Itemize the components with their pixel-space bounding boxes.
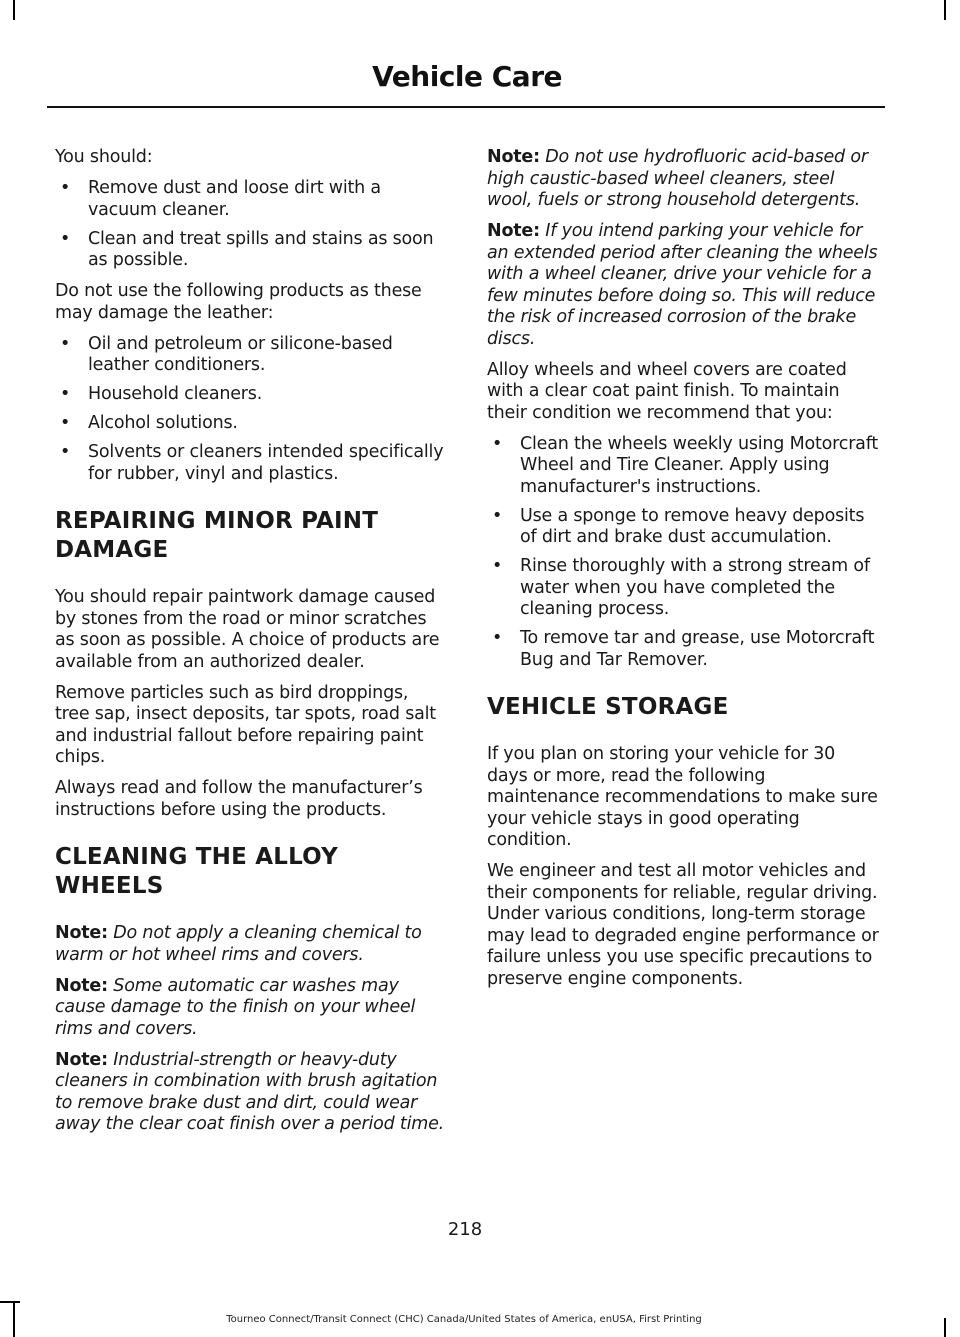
alloy-intro: Alloy wheels and wheel covers are coated with a clear coat paint finish. To maintain their condition we recommend that you: [487,359,847,423]
right-column [487,147,879,1000]
note-paragraph [55,1050,447,1136]
paint-paragraph: Remove particles such as bird droppings, tree sap, insect deposits, tar spots, road salt and industrial fallout before repairing paint chips. [55,682,436,767]
note-label: Note: [55,1049,108,1070]
crop-mark-top-left-v [13,0,15,20]
list-item: • Oil and petroleum or silicone-based leather conditioners. [55,334,447,377]
note-label: Note: [487,221,540,241]
avoid-list [55,334,447,486]
alloy-care-list [487,434,879,672]
note-text: Do not apply a cleaning chemical to warm or hot wheel rims and covers. [55,923,422,965]
note-label: Note: [487,147,540,167]
list-item: • Clean and treat spills and stains as soon as possible. [55,229,447,272]
storage-paragraph: If you plan on storing your vehicle for 30 days or more, read the following maintenance recommendations to make sure your vehicle stays in good operating condition. [487,744,878,850]
paint-paragraph: Always read and follow the manufacturer’s instructions before using the products. [55,778,423,820]
footer-edition-info: Tourneo Connect/Transit Connect (CHC) Canada/United States of America, enUSA, First Printing [226,1314,702,1325]
list-item: • Alcohol solutions. [55,413,447,435]
note-label: Note: [55,923,108,943]
list-item: • Household cleaners. [55,384,447,406]
storage-paragraph: We engineer and test all motor vehicles and their components for reliable, regular driving. Under various conditions, long-term storage may lead to degraded engine performance or failure unless you use specific precautions to preserve engine components. [487,861,879,989]
list-item: • To remove tar and grease, use Motorcraft Bug and Tar Remover. [487,628,879,671]
paint-paragraph: You should repair paintwork damage caused by stones from the road or minor scratches as soon as possible. A choice of products are available from an authorized dealer. [55,587,440,672]
note-paragraph [55,976,447,1041]
should-intro: You should: [55,147,153,167]
avoid-intro: Do not use the following products as these may damage the leather: [55,281,422,323]
crop-mark-bottom-right-v [944,1318,946,1337]
note-paragraph [487,147,879,212]
list-item: • Solvents or cleaners intended specifically for rubber, vinyl and plastics. [55,442,447,485]
list-item: • Rinse thoroughly with a strong stream of water when you have completed the cleaning process. [487,556,879,621]
list-item: • Use a sponge to remove heavy deposits of dirt and brake dust accumulation. [487,506,879,549]
should-list [55,178,447,272]
left-column [55,147,447,1145]
section-heading-paint: REPAIRING MINOR PAINT DAMAGE [55,508,379,563]
list-item: • Clean the wheels weekly using Motorcraft Wheel and Tire Cleaner. Apply using manufacturer's instructions. [487,434,879,499]
crop-mark-top-right-v [944,0,946,20]
crop-mark-bottom-left-h [0,1301,20,1303]
note-paragraph [487,221,879,350]
note-text: Some automatic car washes may cause damage to the finish on your wheel rims and covers. [55,975,416,1039]
header-rule [47,106,885,108]
list-item: • Remove dust and loose dirt with a vacuum cleaner. [55,178,447,221]
section-heading-wheels: CLEANING THE ALLOY WHEELS [55,844,338,899]
note-label: Note: [55,975,108,996]
page-number: 218 [447,1219,483,1240]
page-header-title: Vehicle Care [372,60,562,93]
note-text: If you intend parking your vehicle for an extended period after cleaning the wheels with a wheel cleaner, drive your vehicle for a few minutes before doing so. This will reduce the risk of increased corrosion of the brake discs. [487,221,878,349]
note-text: Industrial-strength or heavy-duty cleaners in combination with brush agitation to remove brake dust and dirt, could wear away the clear coat finish over a period time. [55,1049,445,1134]
section-heading-storage: VEHICLE STORAGE [487,694,729,720]
note-paragraph [55,923,447,966]
note-text: Do not use hydrofluoric acid-based or high caustic-based wheel cleaners, steel wool, fuels or strong household detergents. [487,147,868,210]
